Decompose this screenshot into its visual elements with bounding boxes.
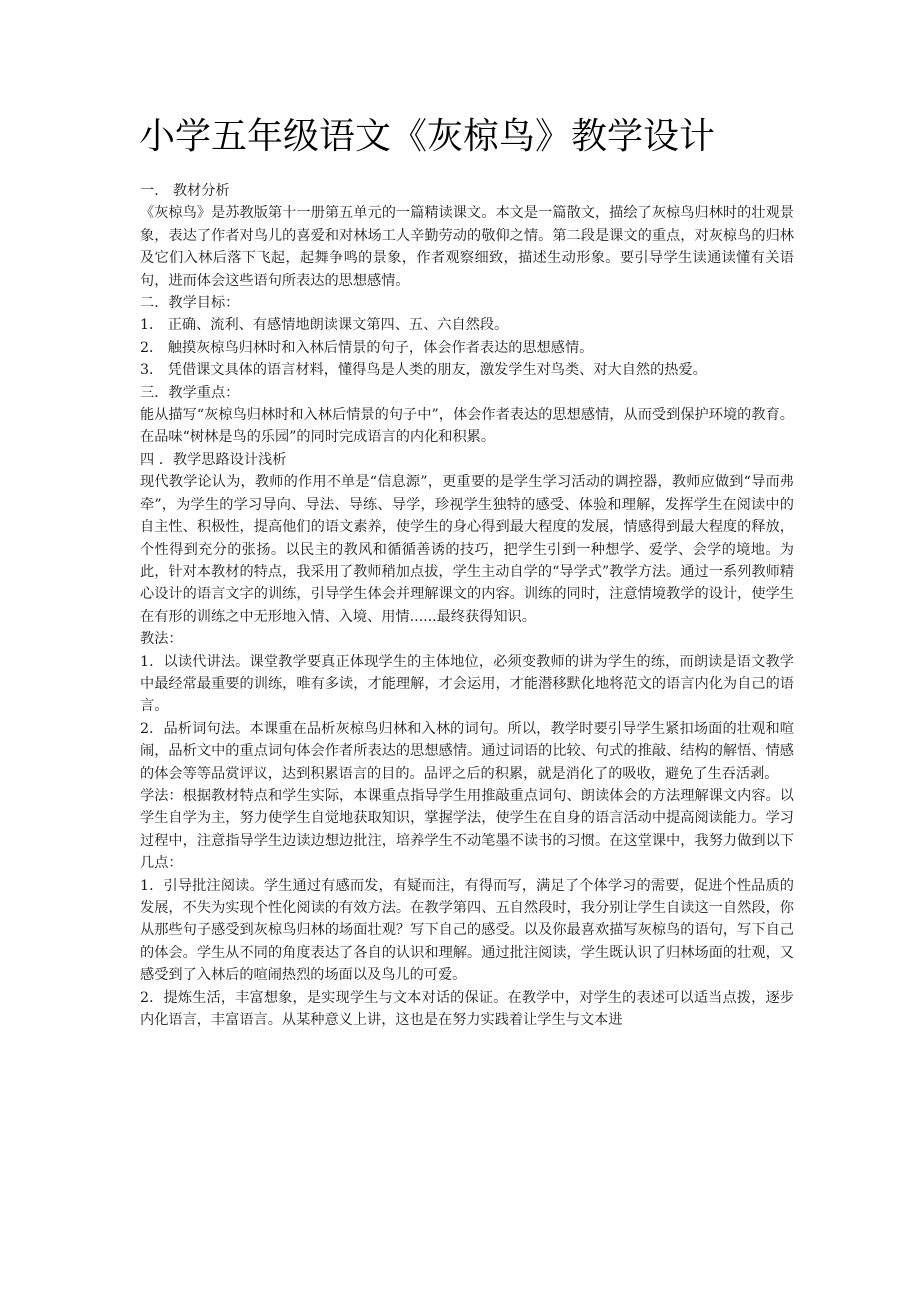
paragraph-materials: 《灰椋鸟》是苏教版第十一册第五单元的一篇精读课文。本文是一篇散文，描绘了灰椋鸟归林时的壮观景象，表达了作者对鸟儿的喜爱和对林场工人辛勤劳动的敬仰之情。第二段是课文的重点，对灰椋鸟的归林及它们入林后落下飞起，起舞争鸣的景象，作者观察细致，描述生动形象。要引导学生读通读懂有关语句，进而体会这些语句所表达的思想感情。 [140,205,794,289]
document-title: 小学五年级语文《灰椋鸟》教学设计 [139,116,716,157]
paragraph-learning-method: 学法：根据教材特点和学生实际，本课重点指导学生用推敲重点词句、朗读体会的方法理解课文内容。以学生自学为主，努力使学生自觉地获取知识，掌握学法，使学生在自身的语言活动中提高阅读能力。学习过程中，注意指导学生边读边想边批注，培养学生不动笔墨不读书的习惯。在这堂课中，我努力做到以下几点： [140,787,794,872]
practice-item-2: 2．提炼生活，丰富想象，是实现学生与文本对话的保证。在教学中，对学生的表述可以适当点拨，逐步内化语言，丰富语言。从某种意义上讲，这也是在努力实践着让学生与文本进 [140,989,794,1029]
document-body [140,180,794,1031]
teaching-method-item-1: 1．以读代讲法。课堂教学要真正体现学生的主体地位，必须变教师的讲为学生的练，而朗读是语文教学中最经常最重要的训练，唯有多读，才能理解，才会运用，才能潜移默化地将范文的语言内化为自己的语言。 [140,653,794,715]
practice-item-1: 1．引导批注阅读。学生通过有感而发，有疑而注，有得而写，满足了个体学习的需要，促进个性品质的发展，不失为实现个性化阅读的有效方法。在教学第四、五自然段时，我分别让学生自读这一自然段，你从那些句子感受到灰椋鸟归林的场面壮观？写下自己的感受。以及你最喜欢描写灰椋鸟的语句，写下自己的体会。学生从不同的角度表达了各自的认识和理解。通过批注阅读，学生既认识了归林场面的壮观，又感受到了入林后的喧闹热烈的场面以及鸟儿的可爱。 [140,877,794,984]
section-heading-key-points: 三．教学重点： [140,384,240,401]
section-heading-teaching-method: 教法： [140,631,183,648]
goal-item-2: 2． 触摸灰椋鸟归林时和入林后情景的句子，体会作者表达的思想感情。 [140,339,594,356]
teaching-method-item-2: 2．品析词句法。本课重在品析灰椋鸟归林和入林的词句。所以，教学时要引导学生紧扣场面的壮观和喧闹，品析文中的重点词句体会作者所表达的思想感情。通过词语的比较、句式的推敲、结构的解悟、情感的体会等等品赏评议，达到积累语言的目的。品评之后的积累，就是消化了的吸收，避免了生吞活剥。 [140,720,794,782]
paragraph-design: 现代教学论认为，教师的作用不单是“信息源”，更重要的是学生学习活动的调控器，教师应做到“导而弗牵”，为学生的学习导向、导法、导练、导学，珍视学生独特的感受、体验和理解，发挥学生在阅读中的自主性、积极性，提高他们的语文素养，使学生的身心得到最大程度的发展，情感得到最大程度的释放，个性得到充分的张扬。以民主的教风和循循善诱的技巧，把学生引到一种想学、爱学、会学的境地。为此，针对本教材的特点，我采用了教师稍加点拔，学生主动自学的“导学式”教学方法。通过一系列教师精心设计的语言文字的训练，引导学生体会并理解课文的内容。训练的同时，注意情境教学的设计，使学生在有形的训练之中无形地入情、入境、用情......最终获得知识。 [140,474,794,625]
goal-item-1: 1． 正确、流利、有感情地朗读课文第四、五、六自然段。 [140,317,509,334]
paragraph-key-points: 能从描写“灰椋鸟归林时和入林后情景的句子中”，体会作者表达的思想感情，从而受到保护环境的教育。在品味“树林是鸟的乐园”的同时完成语言的内化和积累。 [140,407,794,446]
section-heading-materials: 一． 教材分析 [140,183,230,199]
goal-item-3: 3． 凭借课文具体的语言材料，懂得鸟是人类的朋友，激发学生对鸟类、对大自然的热爱。 [140,362,707,379]
section-heading-design: 四 ．教学思路设计浅析 [140,451,287,468]
section-heading-goals: 二．教学目标： [140,295,240,312]
